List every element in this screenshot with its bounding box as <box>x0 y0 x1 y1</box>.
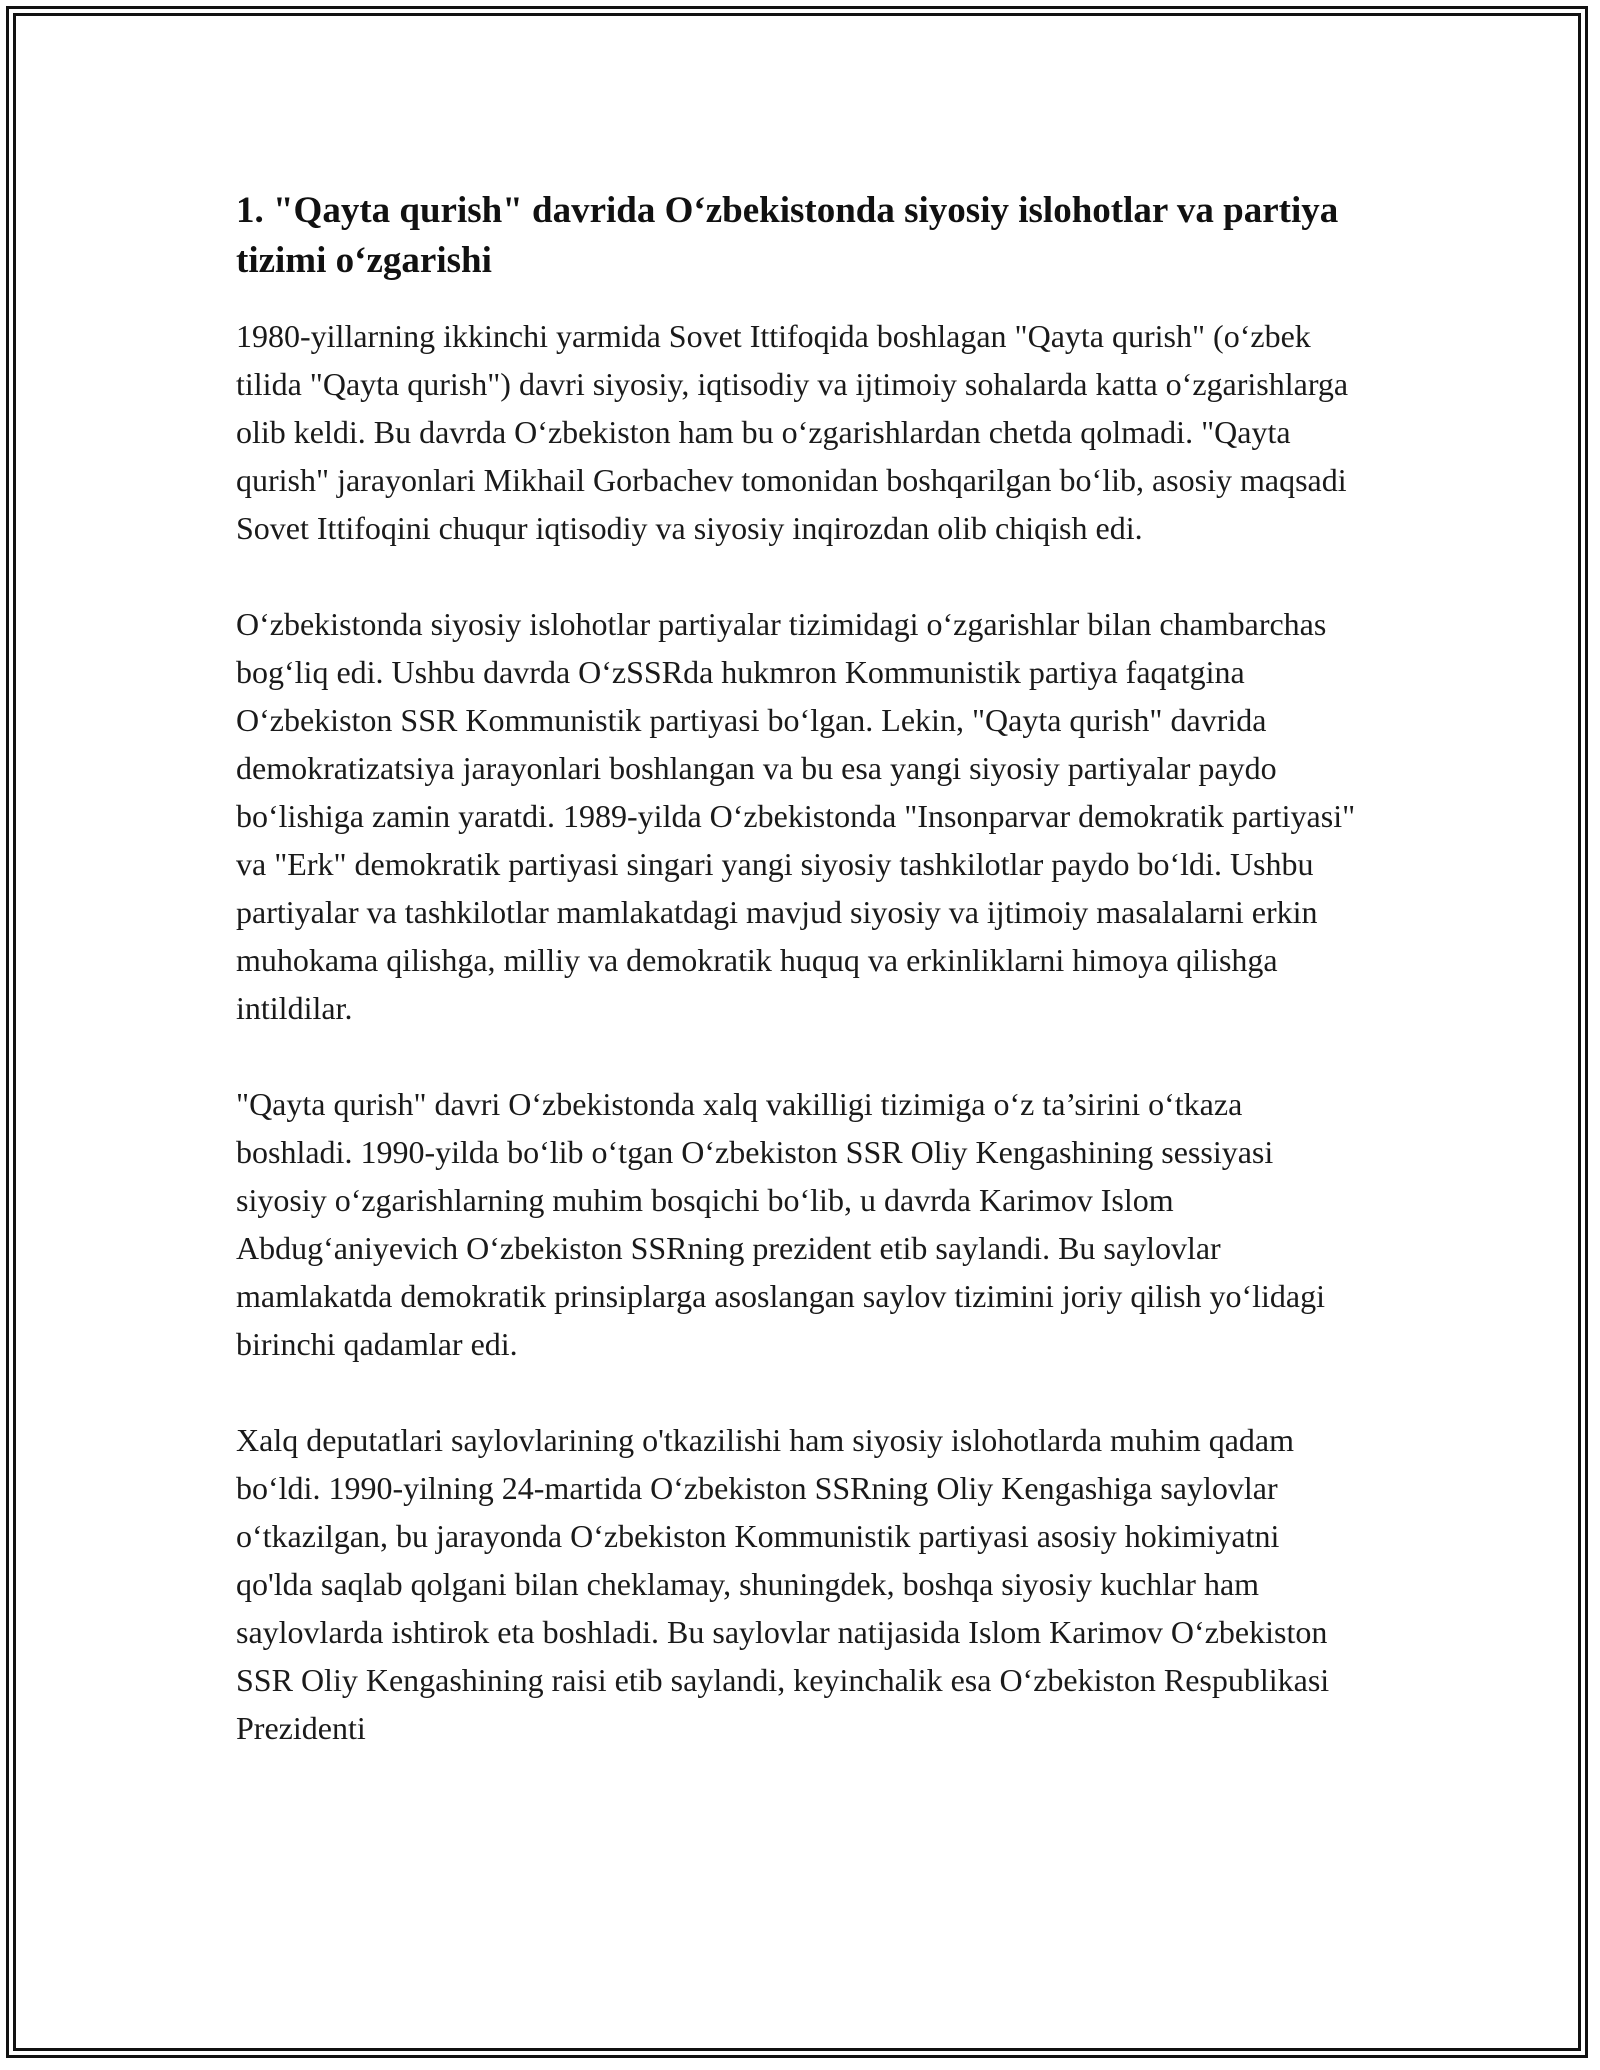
section-heading: 1. "Qayta qurish" davrida O‘zbekistonda siyosiy islohotlar va partiya tizimi o‘zgarishi <box>236 190 1339 281</box>
paragraph-3: "Qayta qurish" davri O‘zbekistonda xalq vakilligi tizimiga o‘z ta’sirini o‘tkaza boshladi. 1990-yilda bo‘lib o‘tgan O‘zbekiston SSR Oliy Kengashining sessiyasi siyosiy o‘zgarishlarning muhim bosqichi bo‘lib, u davrda Karimov Islom Abdug‘aniyevich O‘zbekiston SSRning prezident etib saylandi. Bu saylovlar mamlakatda demokratik prinsiplarga asoslangan saylov tizimini joriy qilish yo‘lidagi birinchi qadamlar edi. <box>236 1086 1325 1362</box>
paragraph-1: 1980-yillarning ikkinchi yarmida Sovet Ittifoqida boshlagan "Qayta qurish" (o‘zbek tilida "Qayta qurish") davri siyosiy, iqtisodiy va ijtimoiy sohalarda katta o‘zgarishlarga olib keldi. Bu davrda O‘zbekiston ham bu o‘zgarishlardan chetda qolmadi. "Qayta qurish" jarayonlari Mikhail Gorbachev tomonidan boshqarilgan bo‘lib, asosiy maqsadi Sovet Ittifoqini chuqur iqtisodiy va siyosiy inqirozdan olib chiqish edi. <box>236 318 1349 546</box>
document-body <box>236 186 1364 1800</box>
paragraph-4: Xalq deputatlari saylovlarining o'tkazilishi ham siyosiy islohotlarda muhim qadam bo‘ldi. 1990-yilning 24-martida O‘zbekiston SSRning Oliy Kengashiga saylovlar o‘tkazilgan, bu jarayonda O‘zbekiston Kommunistik partiyasi asosiy hokimiyatni qo'lda saqlab qolgani bilan cheklamay, shuningdek, boshqa siyosiy kuchlar ham saylovlarda ishtirok eta boshladi. Bu saylovlar natijasida Islom Karimov O‘zbekiston SSR Oliy Kengashining raisi etib saylandi, keyinchalik esa O‘zbekiston Respublikasi Prezidenti <box>236 1422 1330 1746</box>
paragraph-2: O‘zbekistonda siyosiy islohotlar partiyalar tizimidagi o‘zgarishlar bilan chambarchas bog‘liq edi. Ushbu davrda O‘zSSRda hukmron Kommunistik partiya faqatgina O‘zbekiston SSR Kommunistik partiyasi bo‘lgan. Lekin, "Qayta qurish" davrida demokratizatsiya jarayonlari boshlangan va bu esa yangi siyosiy partiyalar paydo bo‘lishiga zamin yaratdi. 1989-yilda O‘zbekistonda "Insonparvar demokratik partiyasi" va "Erk" demokratik partiyasi singari yangi siyosiy tashkilotlar paydo bo‘ldi. Ushbu partiyalar va tashkilotlar mamlakatdagi mavjud siyosiy va ijtimoiy masalalarni erkin muhokama qilishga, milliy va demokratik huquq va erkinliklarni himoya qilishga intildilar. <box>236 606 1356 1026</box>
